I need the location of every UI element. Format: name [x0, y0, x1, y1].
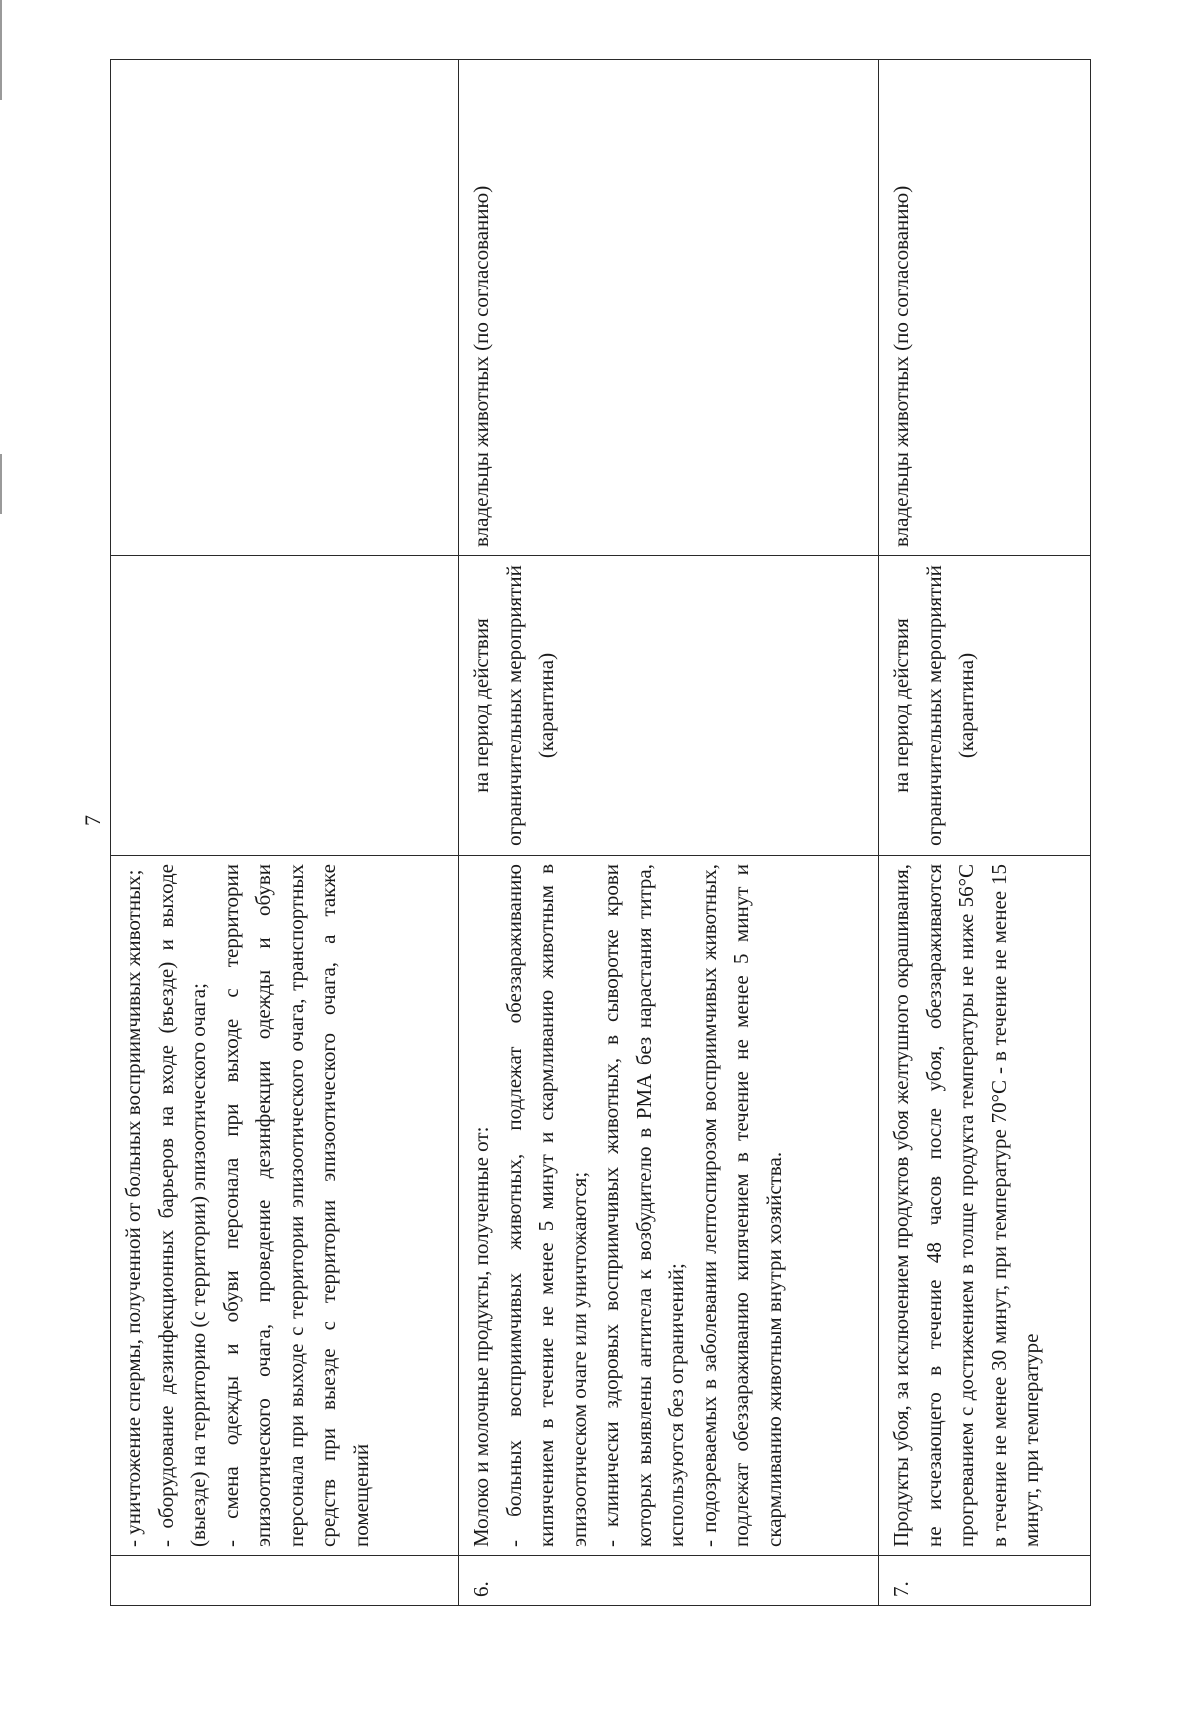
action-cell [111, 856, 459, 1556]
action-line: - больных восприимчивых животных, подлежат обеззараживанию кипячением в течение не менее 5 минут и скармливанию животным в эпизоотическом очаге или уничтожаются; [501, 864, 591, 1547]
action-line: - клинически здоровых восприимчивых животных, в сыворотке крови которых выявлены антитела к возбудителю в РМА без нарастания титра, используются без ограничений; [599, 864, 688, 1547]
period-cell: на период действия ограничительных мероприятий (карантина) [879, 556, 1091, 856]
action-line: - смена одежды и обуви персонала при выходе с территории эпизоотического очага, проведение дезинфекции одежды и обуви персонала при выходе с территории эпизоотического очага, транспортных средств при выезде с территории эпизоотического очага, а также помещений [218, 864, 373, 1547]
period-cell: на период действия ограничительных мероприятий (карантина) [459, 556, 879, 856]
page-number: 7 [80, 815, 105, 826]
action-line: - подозреваемых в заболевании лептоспирозом восприимчивых животных, подлежат обеззараживанию кипячением в течение не менее 5 минут и скармливанию животным внутри хозяйства. [696, 864, 786, 1547]
action-cell [459, 856, 879, 1556]
action-line: Продукты убоя, за исключением продуктов убоя желтушного окрашивания, не исчезающего в течение 48 часов после убоя, обеззараживаются прогреванием с достижением в толще продукта температуры не ниже 56°С в течение не менее 30 минут, при температуре 70°С - в течение не менее 15 минут, при температуре [889, 864, 1043, 1547]
period-cell [111, 556, 459, 856]
action-line: Молоко и молочные продукты, полученные от: [469, 1126, 493, 1547]
table-row [111, 60, 459, 1606]
responsible-cell [111, 60, 459, 556]
responsible-cell: владельцы животных (по согласованию) [459, 60, 879, 556]
rotated-table-sheet [110, 60, 1090, 1606]
responsible-cell: владельцы животных (по согласованию) [879, 60, 1091, 556]
measures-table [110, 59, 1091, 1606]
action-cell [879, 856, 1091, 1556]
table-row [879, 60, 1091, 1606]
table-row [459, 60, 879, 1606]
scan-edge-mark-top [0, 0, 2, 100]
row-number-cell: 7. [879, 1556, 1091, 1606]
action-line: - уничтожение спермы, полученной от больных восприимчивых животных; [121, 869, 145, 1547]
scan-edge-mark-middle [0, 454, 2, 514]
row-number-cell: 6. [459, 1556, 879, 1606]
action-line: - оборудование дезинфекционных барьеров на входе (въезде) и выходе (выезде) на территорию (с территории) эпизоотического очага; [153, 864, 210, 1547]
row-number-cell [111, 1556, 459, 1606]
